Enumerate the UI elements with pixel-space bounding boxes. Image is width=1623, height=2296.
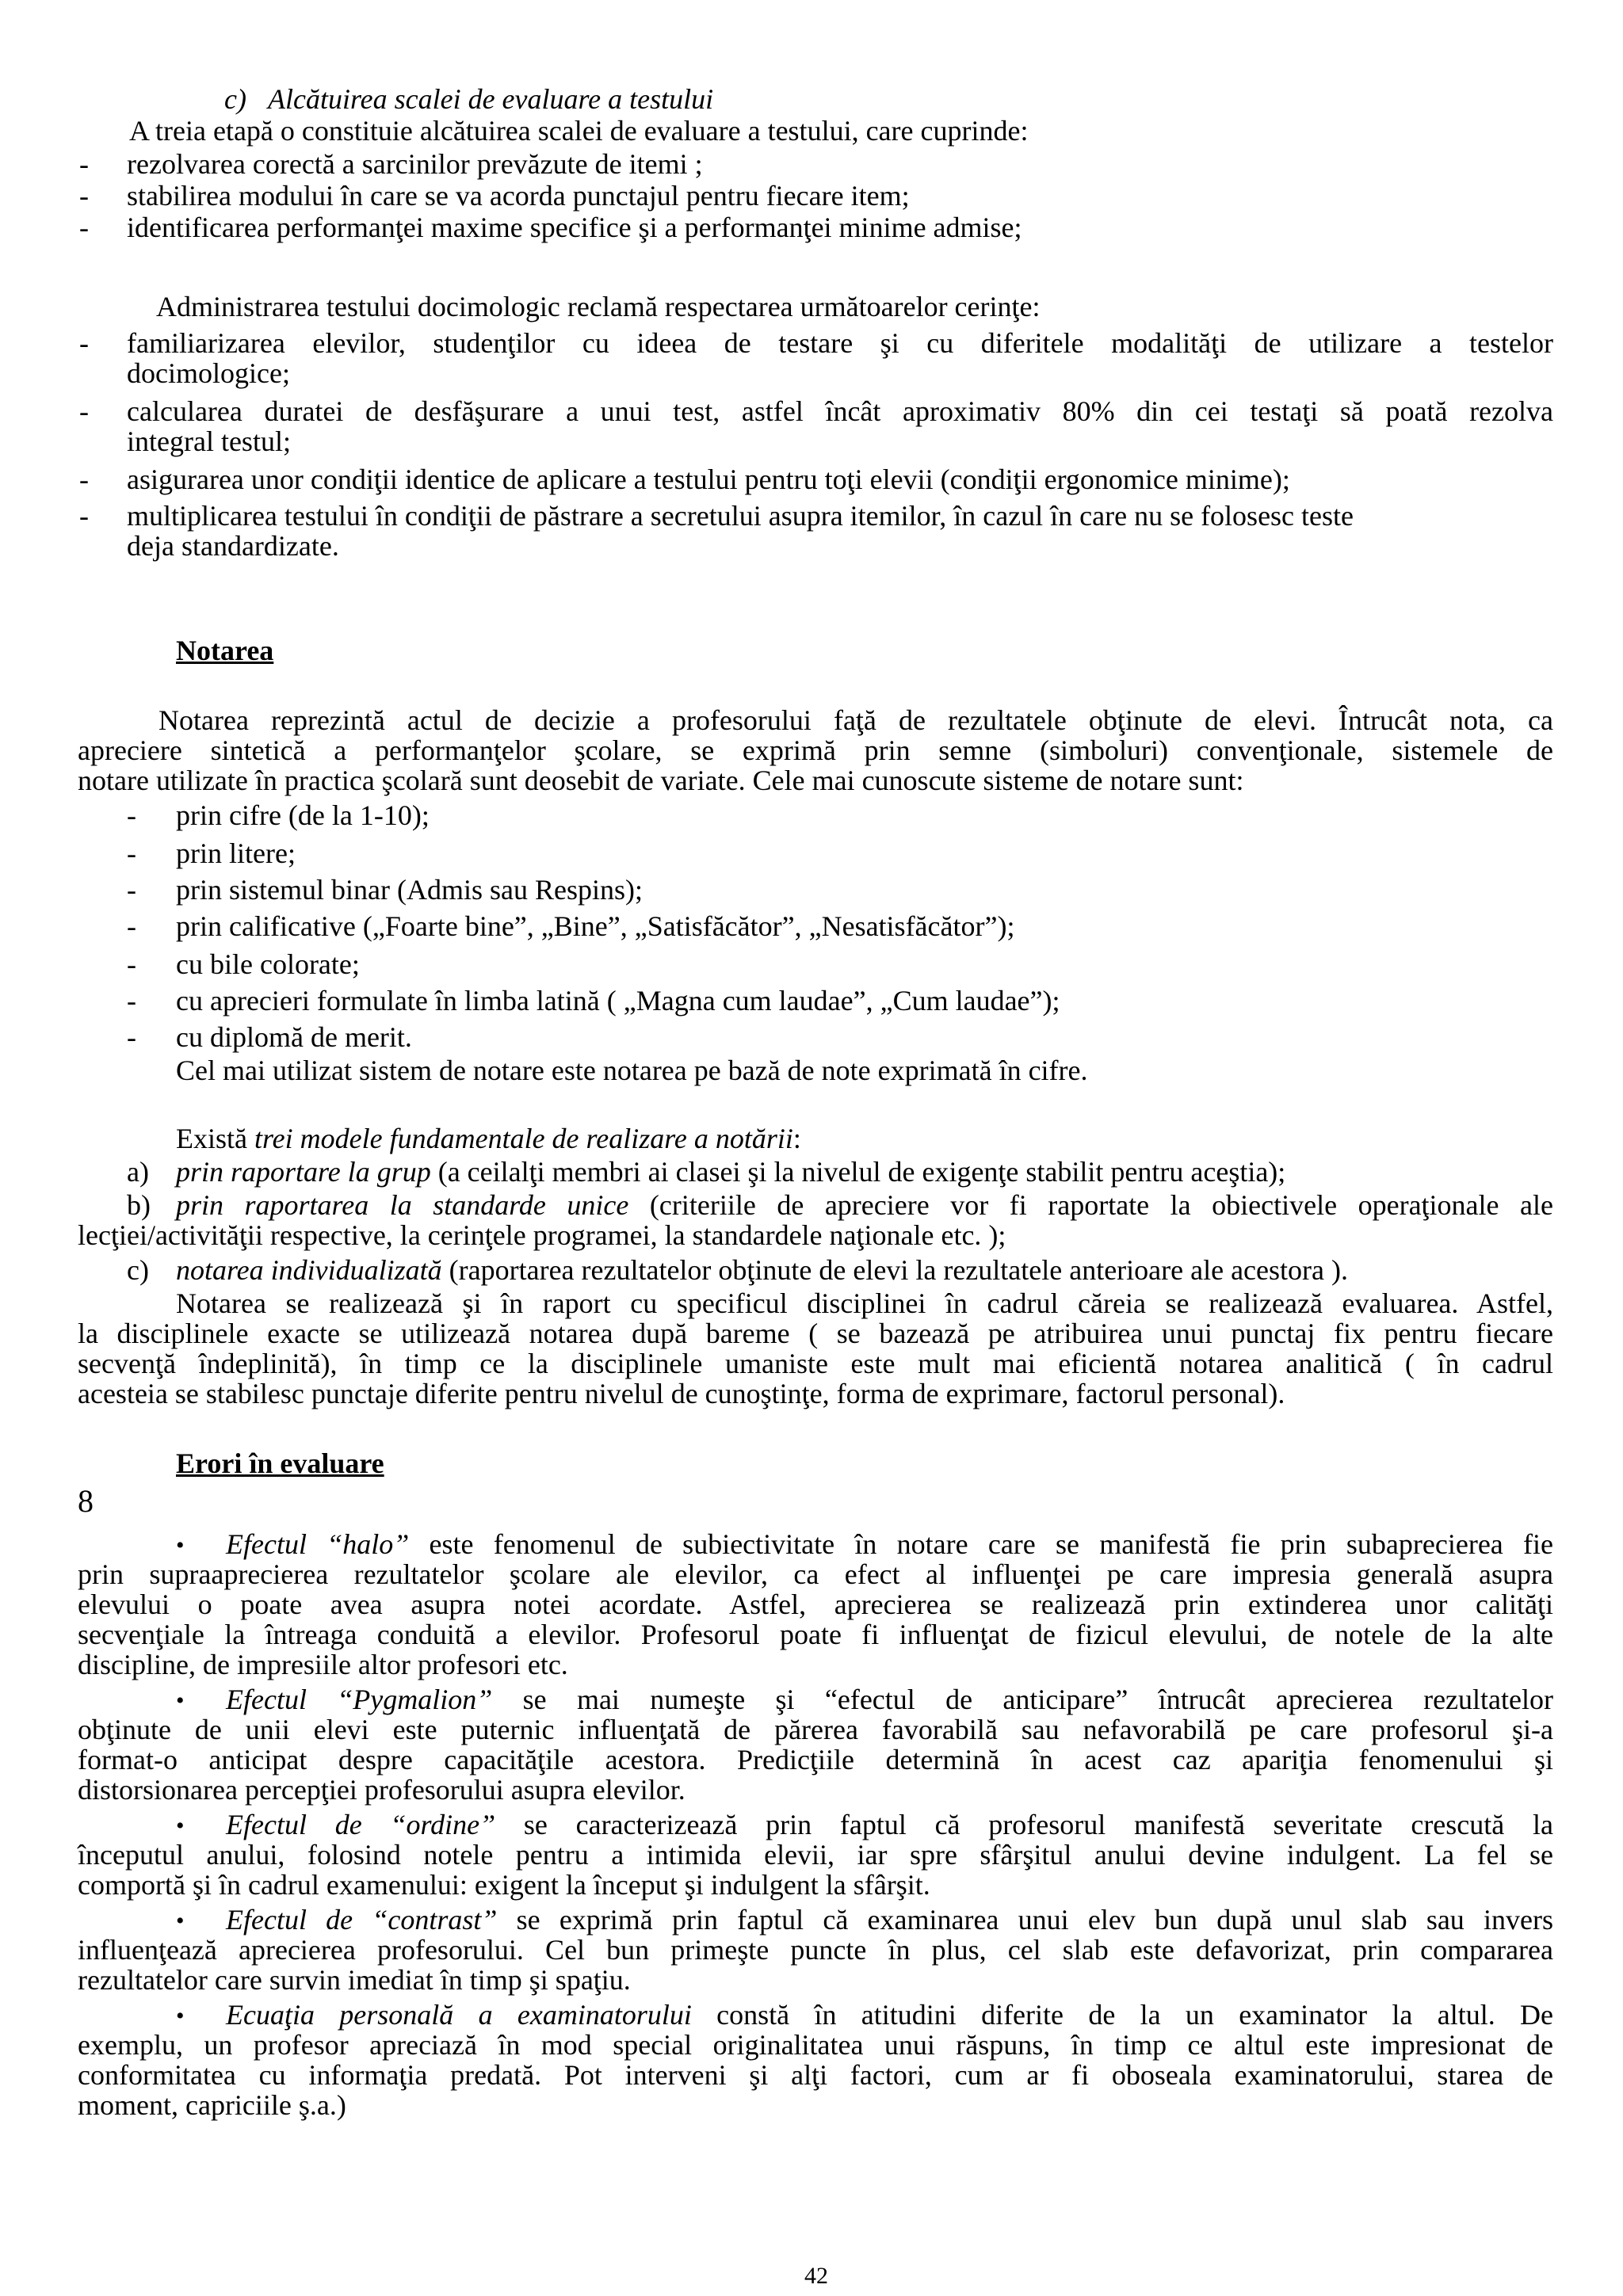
list-item: prin cifre (de la 1-10);	[176, 799, 430, 831]
list-item: cu bile colorate;	[176, 948, 360, 980]
effect-first-line	[226, 1529, 1553, 1559]
model-text: (a ceilalţi membri ai clasei şi la nivelul de exigenţe stabilit pentru aceştia);	[430, 1156, 1286, 1188]
paragraph-line: secvenţă îndeplinită), în timp ce la disciplinele umaniste este mult mai eficientă notarea analitică ( în cadrul	[78, 1348, 1553, 1379]
effect-line: influenţează aprecierea profesorului. Cel bun primeşte puncte în plus, cel slab este defavorizat, prin compararea	[78, 1934, 1553, 1966]
model-item	[176, 1190, 1553, 1220]
effect-first-line	[226, 2000, 1553, 2030]
effect-text: este fenomenul de subiectivitate în notare care se manifestă fie prin subaprecierea fie	[409, 1528, 1554, 1560]
paragraph-line: notare utilizate în practica şcolară sunt deosebit de variate. Cele mai cunoscute sisteme de notare sunt:	[78, 765, 1244, 796]
list-item: cu diplomă de merit.	[176, 1021, 412, 1053]
list-item-continuation: docimologice;	[127, 357, 290, 389]
notarea-conclusion: Cel mai utilizat sistem de notare este notarea pe bază de note exprimată în cifre.	[176, 1055, 1088, 1086]
effect-line: moment, capriciile ş.a.)	[78, 2089, 346, 2121]
paragraph-line: acesteia se stabilesc punctaje diferite pentru nivelul de cunoştinţe, forma de exprimare, factorul personal).	[78, 1378, 1285, 1409]
erori-title: Erori în evaluare	[176, 1447, 384, 1479]
dash-marker: -	[79, 395, 89, 427]
list-item: asigurarea unor condiţii identice de aplicare a testului pentru toţi elevii (condiţii ergonomice minime);	[127, 463, 1290, 495]
effect-line: rezultatelor care survin imediat în timp şi spaţiu.	[78, 1964, 631, 1996]
section-c-prefix: c)	[224, 83, 246, 115]
effect-text: se exprimă prin faptul că examinarea unui elev bun după unul slab sau invers	[497, 1904, 1553, 1936]
effect-term: Ecuaţia personală a examinatorului	[226, 1999, 692, 2031]
list-item: cu aprecieri formulate în limba latină ( „Magna cum laudae”, „Cum laudae”);	[176, 985, 1060, 1016]
bullet-icon: •	[176, 1532, 185, 1558]
dash-marker: -	[127, 799, 136, 831]
model-label: c)	[127, 1254, 149, 1286]
effect-line: începutul anului, folosind notele pentru a intimida elevii, iar spre sfârşitul anului devine indulgent. La fel se	[78, 1839, 1553, 1871]
list-item: multiplicarea testului în condiţii de păstrare a secretului asupra itemilor, în cazul în care nu se folosesc teste	[127, 500, 1354, 532]
dash-marker: -	[79, 148, 89, 180]
model-item	[176, 1157, 1285, 1187]
list-item: prin calificative („Foarte bine”, „Bine”, „Satisfăcător”, „Nesatisfăcător”);	[176, 910, 1015, 942]
effect-line: comportă şi în cadrul examenului: exigent la început şi indulgent la sfârşit.	[78, 1869, 930, 1901]
list-item: identificarea performanţei maxime specifice şi a performanţei minime admise;	[127, 212, 1022, 243]
dash-marker: -	[127, 1021, 136, 1053]
effect-text: constă în atitudini diferite de la un examinator la altul. De	[691, 1999, 1553, 2031]
effect-first-line	[226, 1810, 1553, 1840]
effect-text: se mai numeşte şi “efectul de anticipare” întrucât aprecierea rezultatelor	[492, 1684, 1553, 1715]
list-item: prin litere;	[176, 837, 296, 869]
model-term: prin raportarea la standarde unice	[176, 1189, 629, 1221]
paragraph-line: apreciere sintetică a performanţelor şcolare, se exprimă prin semne (simboluri) convenţionale, sistemele de	[78, 734, 1553, 766]
dash-marker: -	[127, 874, 136, 906]
page-number: 42	[804, 2263, 828, 2289]
models-intro-end: :	[792, 1123, 801, 1154]
effect-line: secvenţiale la întreaga conduită a elevilor. Profesorul poate fi influenţat de fizicul elevului, de notele de la alte	[78, 1619, 1553, 1650]
effect-line: elevului o poate avea asupra notei acordate. Astfel, aprecierea se realizează prin extinderea unor calităţi	[78, 1589, 1553, 1620]
model-term: prin raportare la grup	[176, 1156, 431, 1188]
model-term: notarea individualizată	[176, 1254, 442, 1286]
dash-marker: -	[79, 327, 89, 359]
effect-line: prin supraaprecierea rezultatelor şcolare ale elevilor, ca efect al influenţei pe care impresia generală asupra	[78, 1558, 1553, 1590]
list-item: rezolvarea corectă a sarcinilor prevăzute de itemi ;	[127, 148, 703, 180]
list-item-continuation: deja standardizate.	[127, 530, 339, 562]
effect-text: se caracterizează prin faptul că profesorul manifestă severitate crescută la	[495, 1809, 1553, 1840]
model-label: a)	[127, 1156, 149, 1188]
list-item: stabilirea modului în care se va acorda punctajul pentru fiecare item;	[127, 180, 910, 212]
model-text: (raportarea rezultatelor obţinute de elevi la rezultatele anterioare ale acestora ).	[441, 1254, 1348, 1286]
dash-marker: -	[127, 948, 136, 980]
administration-intro: Administrarea testului docimologic reclamă respectarea următoarelor cerinţe:	[156, 291, 1041, 322]
effect-line: obţinute de unii elevi este puternic influenţată de părerea favorabilă sau nefavorabilă pe care profesorul şi-a	[78, 1714, 1553, 1745]
effect-term: Efectul “halo”	[226, 1528, 410, 1560]
dash-marker: -	[79, 212, 89, 243]
model-continuation: lecţiei/activităţii respective, la cerinţele programei, la standardele naţionale etc. );	[78, 1219, 1006, 1251]
models-intro-plain: Există	[176, 1123, 254, 1154]
paragraph-line: Notarea reprezintă actul de decizie a profesorului faţă de rezultatele obţinute de elevi. Întrucât nota, ca	[158, 704, 1553, 736]
model-text: (criteriile de apreciere vor fi raportate la obiectivele operaţionale ale	[628, 1189, 1553, 1221]
models-intro-italic: trei modele fundamentale de realizare a notării	[254, 1123, 793, 1154]
effect-line: conformitatea cu informaţia predată. Pot interveni şi alţi factori, cum ar fi oboseala examinatorului, starea de	[78, 2059, 1553, 2091]
bullet-icon: •	[176, 2003, 185, 2029]
dash-marker: -	[79, 180, 89, 212]
dash-marker: -	[127, 910, 136, 942]
bullet-icon: •	[176, 1908, 185, 1934]
dash-marker: -	[127, 837, 136, 869]
effect-first-line	[226, 1684, 1553, 1714]
dash-marker: -	[79, 500, 89, 532]
bullet-icon: •	[176, 1688, 185, 1714]
effect-line: format-o anticipat despre capacităţile acestora. Predicţiile determină în acest caz apariţia fenomenului şi	[78, 1744, 1553, 1775]
list-item: calcularea duratei de desfăşurare a unui test, astfel încât aproximativ 80% din cei testaţi să poată rezolva	[127, 395, 1553, 427]
effect-line: distorsionarea percepţiei profesorului asupra elevilor.	[78, 1774, 685, 1806]
section-c-title: Alcătuirea scalei de evaluare a testului	[267, 83, 714, 115]
bullet-icon: •	[176, 1813, 185, 1839]
effect-term: Efectul “Pygmalion”	[226, 1684, 493, 1715]
section-c-heading	[224, 84, 713, 114]
margin-number: 8	[78, 1483, 94, 1519]
model-label: b)	[127, 1189, 151, 1221]
list-item: prin sistemul binar (Admis sau Respins);	[176, 874, 643, 906]
notarea-title: Notarea	[176, 635, 274, 666]
paragraph-line: Notarea se realizează şi în raport cu specificul disciplinei în cadrul căreia se realizează evaluarea. Astfel,	[176, 1287, 1553, 1319]
paragraph-line: la disciplinele exacte se utilizează notarea după bareme ( se bazează pe atribuirea unui punctaj fix pentru fiecare	[78, 1318, 1553, 1349]
dash-marker: -	[79, 463, 89, 495]
effect-line: exemplu, un profesor apreciază în mod special originalitatea unui răspuns, în timp ce altul este impresionat de	[78, 2029, 1553, 2061]
model-item	[176, 1255, 1348, 1285]
dash-marker: -	[127, 985, 136, 1016]
list-item-continuation: integral testul;	[127, 425, 291, 457]
section-c-intro: A treia etapă o constituie alcătuirea scalei de evaluare a testului, care cuprinde:	[129, 115, 1029, 147]
effect-line: discipline, de impresiile altor profesori etc.	[78, 1649, 568, 1680]
list-item: familiarizarea elevilor, studenţilor cu ideea de testare şi cu diferitele modalităţi de utilizare a testelor	[127, 327, 1553, 359]
models-intro	[176, 1123, 801, 1154]
effect-term: Efectul de “ordine”	[226, 1809, 496, 1840]
effect-term: Efectul de “contrast”	[226, 1904, 498, 1936]
effect-first-line	[226, 1905, 1553, 1935]
